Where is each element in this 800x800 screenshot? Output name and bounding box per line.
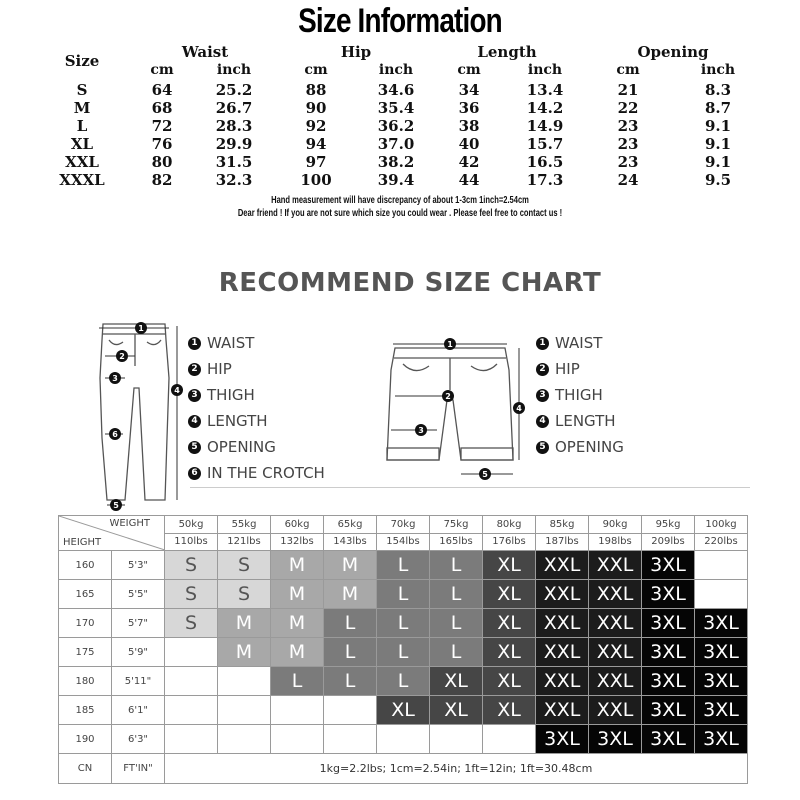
footer-ftin: FT'IN"	[112, 754, 165, 784]
size-cell: XL	[483, 696, 536, 725]
size-name: XL	[70, 135, 94, 153]
size-name: M	[73, 99, 91, 117]
size-value: 14.2	[526, 99, 564, 117]
size-cell: XXL	[536, 580, 589, 609]
size-cell: XXL	[536, 609, 589, 638]
shorts-legend	[536, 330, 624, 460]
height-cm: 185	[59, 696, 112, 725]
divider	[190, 487, 750, 488]
size-cell	[165, 696, 218, 725]
size-cell	[324, 696, 377, 725]
height-ftin: 5'3"	[112, 551, 165, 580]
group-header: Length	[477, 43, 537, 61]
size-cell: M	[218, 638, 271, 667]
height-ftin: 5'9"	[112, 638, 165, 667]
size-cell: 3XL	[589, 725, 642, 754]
size-cell: 3XL	[695, 609, 748, 638]
size-cell: L	[324, 609, 377, 638]
size-value: 23	[617, 135, 639, 153]
size-cell	[165, 667, 218, 696]
size-value: 38	[458, 117, 480, 135]
weight-kg: 100kg	[695, 516, 748, 534]
size-cell: 3XL	[536, 725, 589, 754]
size-value: 36	[458, 99, 480, 117]
size-value: 17.3	[526, 171, 564, 189]
unit-header: inch	[700, 62, 736, 78]
legend-label: WAIST	[555, 334, 603, 352]
weight-kg: 90kg	[589, 516, 642, 534]
size-value: 88	[305, 81, 327, 99]
size-value: 9.5	[704, 171, 732, 189]
recommend-title: RECOMMEND SIZE CHART	[218, 268, 602, 298]
pants-diagram-icon	[95, 318, 185, 513]
measurement-note: Hand measurement will have discrepancy of about 1-3cm 1inch=2.54cm	[271, 194, 529, 206]
legend-item	[188, 330, 325, 356]
size-value: 32.3	[215, 171, 253, 189]
size-cell: M	[324, 580, 377, 609]
size-cell: XXL	[589, 609, 642, 638]
size-value: 38.2	[377, 153, 415, 171]
height-ftin: 6'3"	[112, 725, 165, 754]
size-cell: 3XL	[695, 725, 748, 754]
height-ftin: 5'11"	[112, 667, 165, 696]
contact-note: Dear friend ! If you are not sure which size you could wear . Please feel free to contact us !	[237, 207, 563, 219]
size-value: 36.2	[377, 117, 415, 135]
weight-lbs: 132lbs	[271, 533, 324, 551]
svg-text:3: 3	[112, 374, 118, 383]
size-cell: L	[430, 638, 483, 667]
height-cm: 160	[59, 551, 112, 580]
size-value: 8.7	[704, 99, 732, 117]
grid-row	[59, 696, 748, 725]
weight-kg: 65kg	[324, 516, 377, 534]
pants-legend	[188, 330, 325, 486]
weight-lbs: 209lbs	[642, 533, 695, 551]
footer-note: 1kg=2.2lbs; 1cm=2.54in; 1ft=12in; 1ft=30.48cm	[165, 754, 748, 784]
size-cell: XL	[483, 667, 536, 696]
size-cell	[695, 580, 748, 609]
size-cell	[218, 696, 271, 725]
measure-number-icon: 2	[536, 363, 549, 376]
legend-label: LENGTH	[207, 412, 268, 430]
size-value: 24	[617, 171, 639, 189]
weight-lbs: 143lbs	[324, 533, 377, 551]
size-cell: 3XL	[642, 667, 695, 696]
size-cell	[271, 696, 324, 725]
size-value: 25.2	[215, 81, 253, 99]
legend-item	[536, 434, 624, 460]
size-cell: XXL	[589, 638, 642, 667]
size-cell: XXL	[536, 696, 589, 725]
group-header: Waist	[181, 43, 229, 61]
size-cell: L	[324, 667, 377, 696]
svg-text:1: 1	[138, 324, 144, 333]
weight-kg: 85kg	[536, 516, 589, 534]
size-cell: L	[377, 551, 430, 580]
unit-header: cm	[150, 62, 174, 78]
size-value: 34.6	[377, 81, 415, 99]
size-header: Size	[64, 52, 100, 70]
size-cell	[430, 725, 483, 754]
height-cm: 165	[59, 580, 112, 609]
size-value: 68	[151, 99, 173, 117]
svg-text:2: 2	[119, 352, 125, 361]
shorts-diagram-icon	[385, 330, 530, 490]
grid-row	[59, 725, 748, 754]
measure-number-icon: 1	[188, 337, 201, 350]
size-value: 14.9	[526, 117, 564, 135]
measure-number-icon: 3	[536, 389, 549, 402]
svg-text:5: 5	[113, 501, 119, 510]
height-ftin: 5'5"	[112, 580, 165, 609]
weight-lbs: 110lbs	[165, 533, 218, 551]
size-cell: L	[324, 638, 377, 667]
size-value: 42	[458, 153, 480, 171]
weight-lbs: 121lbs	[218, 533, 271, 551]
unit-header: inch	[378, 62, 414, 78]
size-value: 94	[305, 135, 327, 153]
size-cell	[324, 725, 377, 754]
size-cell: M	[271, 580, 324, 609]
size-cell: L	[377, 609, 430, 638]
size-cell	[271, 725, 324, 754]
measure-number-icon: 4	[188, 415, 201, 428]
size-cell: 3XL	[695, 696, 748, 725]
size-value: 39.4	[377, 171, 415, 189]
size-value: 35.4	[377, 99, 415, 117]
size-value: 40	[458, 135, 480, 153]
page-title: Size Information	[298, 2, 502, 40]
size-cell	[218, 667, 271, 696]
measure-number-icon: 5	[536, 441, 549, 454]
legend-label: THIGH	[555, 386, 603, 404]
legend-label: OPENING	[207, 438, 276, 456]
unit-header: cm	[457, 62, 481, 78]
size-value: 76	[151, 135, 173, 153]
size-value: 31.5	[215, 153, 253, 171]
measure-number-icon: 4	[536, 415, 549, 428]
size-cell: S	[165, 551, 218, 580]
legend-item	[536, 356, 624, 382]
grid-row	[59, 609, 748, 638]
legend-item	[188, 356, 325, 382]
size-cell: XXL	[536, 667, 589, 696]
weight-kg: 95kg	[642, 516, 695, 534]
legend-item	[536, 408, 624, 434]
size-cell	[165, 725, 218, 754]
legend-label: HIP	[555, 360, 580, 378]
size-cell	[377, 725, 430, 754]
weight-kg: 55kg	[218, 516, 271, 534]
height-cm: 175	[59, 638, 112, 667]
size-value: 90	[305, 99, 327, 117]
size-name: XXXL	[59, 171, 105, 189]
size-cell	[695, 551, 748, 580]
size-value: 80	[151, 153, 173, 171]
size-value: 9.1	[704, 153, 732, 171]
size-value: 9.1	[704, 135, 732, 153]
size-cell: S	[218, 580, 271, 609]
weight-lbs: 176lbs	[483, 533, 536, 551]
legend-label: OPENING	[555, 438, 624, 456]
size-value: 23	[617, 117, 639, 135]
svg-text:6: 6	[112, 430, 118, 439]
legend-label: WAIST	[207, 334, 255, 352]
grid-row	[59, 638, 748, 667]
size-cell: L	[271, 667, 324, 696]
size-value: 21	[617, 81, 639, 99]
grid-row	[59, 667, 748, 696]
size-cell: XL	[430, 667, 483, 696]
size-cell	[483, 725, 536, 754]
size-cell: M	[218, 609, 271, 638]
measure-number-icon: 3	[188, 389, 201, 402]
legend-label: LENGTH	[555, 412, 616, 430]
size-value: 13.4	[526, 81, 564, 99]
size-cell: 3XL	[642, 696, 695, 725]
svg-text:1: 1	[447, 340, 453, 349]
size-value: 23	[617, 153, 639, 171]
weight-lbs: 154lbs	[377, 533, 430, 551]
size-cell: M	[271, 638, 324, 667]
height-ftin: 6'1"	[112, 696, 165, 725]
weight-kg: 50kg	[165, 516, 218, 534]
unit-header: inch	[216, 62, 252, 78]
legend-label: IN THE CROTCH	[207, 464, 325, 482]
size-value: 100	[300, 171, 332, 189]
size-value: 16.5	[526, 153, 564, 171]
measure-number-icon: 5	[188, 441, 201, 454]
legend-item	[188, 382, 325, 408]
legend-label: HIP	[207, 360, 232, 378]
size-cell: XXL	[536, 551, 589, 580]
svg-text:5: 5	[482, 470, 488, 479]
size-cell: L	[430, 580, 483, 609]
size-cell: XXL	[589, 667, 642, 696]
weight-kg: 60kg	[271, 516, 324, 534]
legend-item	[188, 434, 325, 460]
size-cell	[165, 638, 218, 667]
size-cell: L	[377, 667, 430, 696]
weight-height-corner	[59, 516, 165, 551]
unit-header: cm	[304, 62, 328, 78]
size-value: 8.3	[704, 81, 732, 99]
size-cell: 3XL	[642, 638, 695, 667]
legend-item	[188, 460, 325, 486]
size-value: 44	[458, 171, 480, 189]
size-cell: XXL	[589, 580, 642, 609]
size-value: 9.1	[704, 117, 732, 135]
legend-item	[188, 408, 325, 434]
measure-number-icon: 2	[188, 363, 201, 376]
weight-kg: 80kg	[483, 516, 536, 534]
size-value: 64	[151, 81, 173, 99]
size-cell: XXL	[589, 551, 642, 580]
size-value: 22	[617, 99, 639, 117]
size-cell: L	[377, 580, 430, 609]
weight-lbs: 198lbs	[589, 533, 642, 551]
size-cell: XXL	[589, 696, 642, 725]
size-cell: XL	[377, 696, 430, 725]
size-cell: 3XL	[695, 638, 748, 667]
height-cm: 180	[59, 667, 112, 696]
weight-label: WEIGHT	[109, 518, 150, 529]
svg-text:4: 4	[516, 404, 522, 413]
height-cm: 190	[59, 725, 112, 754]
size-value: 72	[151, 117, 173, 135]
size-cell: M	[324, 551, 377, 580]
weight-kg: 75kg	[430, 516, 483, 534]
size-value: 26.7	[215, 99, 253, 117]
size-cell: 3XL	[695, 667, 748, 696]
weight-kg: 70kg	[377, 516, 430, 534]
legend-item	[536, 330, 624, 356]
size-cell: XL	[430, 696, 483, 725]
size-value: 97	[305, 153, 327, 171]
svg-text:3: 3	[418, 426, 424, 435]
size-value: 15.7	[526, 135, 564, 153]
weight-lbs: 220lbs	[695, 533, 748, 551]
size-value: 37.0	[377, 135, 415, 153]
size-cell	[218, 725, 271, 754]
size-value: 34	[458, 81, 480, 99]
weight-lbs: 187lbs	[536, 533, 589, 551]
size-cell: XL	[483, 638, 536, 667]
size-cell: S	[165, 609, 218, 638]
svg-text:4: 4	[174, 386, 180, 395]
size-cell: M	[271, 609, 324, 638]
legend-label: THIGH	[207, 386, 255, 404]
size-cell: 3XL	[642, 725, 695, 754]
unit-header: cm	[616, 62, 640, 78]
size-value: 92	[305, 117, 327, 135]
grid-row	[59, 580, 748, 609]
size-cell: XL	[483, 609, 536, 638]
height-cm: 170	[59, 609, 112, 638]
size-cell: 3XL	[642, 580, 695, 609]
size-cell: S	[165, 580, 218, 609]
size-cell: S	[218, 551, 271, 580]
grid-footer-row	[59, 754, 748, 784]
size-cell: L	[430, 609, 483, 638]
group-header: Hip	[340, 43, 372, 61]
size-cell: XL	[483, 580, 536, 609]
grid-row	[59, 551, 748, 580]
size-cell: L	[430, 551, 483, 580]
footer-cn: CN	[59, 754, 112, 784]
group-header: Opening	[637, 43, 709, 61]
unit-header: inch	[527, 62, 563, 78]
size-name: S	[76, 81, 88, 99]
size-cell: 3XL	[642, 551, 695, 580]
size-value: 82	[151, 171, 173, 189]
size-cell: XXL	[536, 638, 589, 667]
height-label: HEIGHT	[63, 537, 102, 548]
legend-item	[536, 382, 624, 408]
measure-number-icon: 1	[536, 337, 549, 350]
size-value: 29.9	[215, 135, 253, 153]
size-cell: XL	[483, 551, 536, 580]
size-name: L	[76, 117, 88, 135]
measure-number-icon: 6	[188, 467, 201, 480]
size-cell: 3XL	[642, 609, 695, 638]
svg-text:2: 2	[445, 392, 451, 401]
grid-header-row	[59, 516, 748, 534]
size-value: 28.3	[215, 117, 253, 135]
size-cell: M	[271, 551, 324, 580]
size-name: XXL	[65, 153, 99, 171]
height-ftin: 5'7"	[112, 609, 165, 638]
weight-lbs: 165lbs	[430, 533, 483, 551]
recommend-size-grid	[58, 515, 748, 784]
size-cell: L	[377, 638, 430, 667]
